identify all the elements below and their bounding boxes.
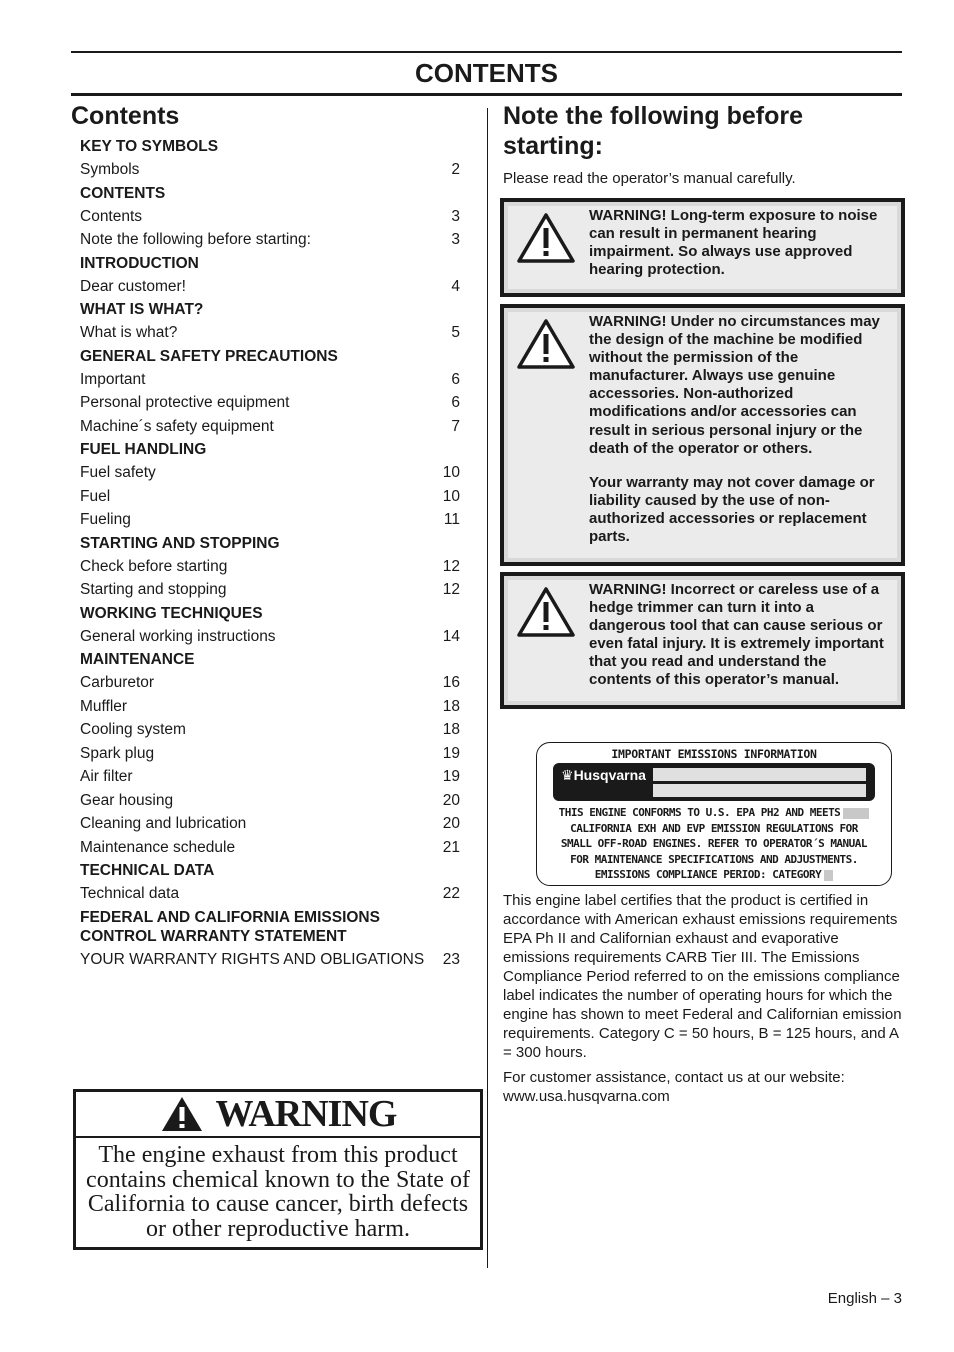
warning-paragraph: Your warranty may not cover damage or liability caused by the use of non-authorized accessories or replacement parts. [589, 473, 875, 546]
toc-entry-label: Check before starting [80, 557, 228, 575]
toc-entry-label: Contents [80, 207, 143, 225]
prop65-warning-header [76, 1092, 480, 1138]
label-line: CALIFORNIA EXH AND EVP EMISSION REGULATIONS FOR [570, 821, 858, 835]
toc-entry-page: 6 [451, 394, 460, 411]
toc-entry-page: 3 [451, 207, 460, 225]
label-blank-field [843, 808, 869, 819]
toc-entry[interactable] [80, 671, 460, 695]
toc-entry-label: Symbols [80, 161, 140, 178]
page-footer: English – 3 [827, 1290, 902, 1307]
toc-entry-label: Carburetor [80, 674, 155, 691]
toc-entry-page: 10 [442, 487, 460, 505]
warning-text-modification [589, 313, 893, 562]
toc-entry-page: 11 [443, 511, 460, 528]
toc-section-heading: STARTING AND STOPPING [80, 534, 280, 552]
toc-entry[interactable] [80, 485, 460, 509]
toc-entry-page: 19 [442, 744, 460, 762]
toc-entry-label: Fueling [80, 511, 131, 528]
website-link[interactable]: www.usa.husqvarna.com [503, 1088, 670, 1105]
toc-entry-page: 20 [442, 815, 460, 832]
note-title: Note the following before starting: [503, 102, 803, 160]
warning-triangle-icon [160, 1095, 204, 1133]
warning-paragraph: WARNING! Long-term exposure to noise can result in permanent hearing impairment. So always use approved hearing protection. [589, 207, 878, 279]
toc-entry-label: Fuel safety [80, 464, 156, 481]
toc-entry[interactable] [80, 718, 460, 742]
toc-entry-page: 2 [451, 161, 460, 178]
label-blank-field [653, 784, 866, 797]
note-intro: Please read the operator’s manual carefully. [503, 170, 796, 187]
toc-entry[interactable] [80, 461, 460, 485]
toc-entry[interactable] [80, 625, 460, 649]
prop65-warning-text: The engine exhaust from this product contains chemical known to the State of California to cause cancer, birth defects or other reproductive harm. [86, 1142, 470, 1242]
toc-entry-page: 10 [442, 464, 460, 481]
toc-entry-page: 18 [442, 721, 460, 738]
top-rule [71, 51, 902, 53]
label-line: SMALL OFF-ROAD ENGINES. REFER TO OPERATOR´S MANUAL [560, 837, 868, 850]
toc-entry-label: Dear customer! [80, 277, 186, 295]
warning-box-noise [500, 198, 905, 297]
customer-assistance [503, 1068, 903, 1106]
warning-text-noise [589, 207, 893, 295]
toc-entry-page: 23 [442, 950, 460, 968]
toc-entry-label: Personal protective equipment [80, 394, 290, 411]
toc-entry-label: Muffler [80, 697, 128, 715]
toc-entry-label: Note the following before starting: [80, 231, 311, 248]
brand-bar [553, 763, 875, 801]
toc-entry-page: 14 [442, 627, 460, 645]
label-blank-field [653, 768, 866, 781]
toc-entry[interactable] [80, 742, 460, 766]
label-blank-field [824, 870, 833, 881]
toc-entry[interactable] [80, 391, 460, 415]
toc-section-heading: MAINTENANCE [80, 651, 195, 668]
toc-entry-page: 4 [451, 277, 460, 295]
toc-entry-label: Air filter [80, 768, 133, 785]
toc-entry[interactable] [80, 368, 460, 392]
toc-entry[interactable] [80, 555, 460, 579]
table-of-contents [80, 135, 460, 971]
toc-entry-page: 12 [442, 557, 460, 575]
toc-section-heading: WHAT IS WHAT? [80, 301, 204, 318]
warning-triangle-icon [516, 586, 576, 638]
toc-entry-label: Starting and stopping [80, 581, 227, 598]
label-line: THIS ENGINE CONFORMS TO U.S. EPA PH2 AND MEETS [537, 805, 891, 821]
toc-entry-label: YOUR WARRANTY RIGHTS AND OBLIGATIONS [80, 950, 425, 968]
toc-entry-page: 7 [451, 417, 460, 435]
warning-triangle-icon [516, 212, 576, 264]
toc-entry[interactable] [80, 415, 460, 439]
toc-entry[interactable] [80, 882, 460, 906]
toc-entry-page: 20 [442, 791, 460, 809]
toc-entry[interactable] [80, 948, 460, 972]
toc-entry-page: 3 [451, 231, 460, 248]
warning-box-modification [500, 304, 905, 566]
toc-entry-page: 18 [442, 697, 460, 715]
toc-entry-page: 22 [442, 885, 460, 902]
emissions-label [536, 742, 892, 886]
toc-section-heading: WORKING TECHNIQUES [80, 604, 263, 622]
toc-entry-label: Cleaning and lubrication [80, 815, 247, 832]
toc-entry[interactable] [80, 578, 460, 602]
toc-section-heading: GENERAL SAFETY PRECAUTIONS [80, 347, 338, 365]
toc-section-heading: TECHNICAL DATA [80, 862, 215, 879]
crown-icon: ♛ [561, 767, 574, 783]
toc-entry-page: 6 [451, 370, 460, 388]
warning-triangle-icon [516, 318, 576, 370]
toc-entry-page: 5 [451, 324, 460, 341]
warning-paragraph: WARNING! Incorrect or careless use of a hedge trimmer can turn it into a dangerous tool that can cause serious or even fatal injury. It is extremely important that you read and understand the contents of this operator’s manual. [589, 581, 884, 689]
toc-section-heading: INTRODUCTION [80, 254, 199, 272]
toc-entry-page: 19 [442, 768, 460, 785]
toc-entry-label: What is what? [80, 324, 178, 341]
toc-entry[interactable] [80, 205, 460, 229]
warning-text-misuse [589, 581, 893, 706]
warning-paragraph: WARNING! Under no circumstances may the design of the machine be modified without the permission of the manufacturer. Always use genuine accessories. Non-authorized modifications and/or accessories can result in serious personal injury or the death of the operator or others. [589, 313, 880, 457]
toc-entry[interactable] [80, 789, 460, 813]
toc-entry[interactable] [80, 765, 460, 789]
toc-entry-page: 12 [442, 581, 460, 598]
toc-entry-label: Machine´s safety equipment [80, 417, 274, 435]
toc-section-heading: CONTENTS [80, 184, 166, 202]
column-divider [487, 108, 488, 1268]
prop65-warning-box [73, 1089, 483, 1250]
toc-entry[interactable] [80, 836, 460, 860]
toc-section-heading: FEDERAL AND CALIFORNIA EMISSIONS CONTROL WARRANTY STATEMENT [80, 908, 380, 945]
toc-entry-label: Gear housing [80, 791, 174, 809]
toc-entry[interactable] [80, 228, 460, 252]
toc-entry[interactable] [80, 695, 460, 719]
header-rule [71, 93, 902, 96]
toc-title: Contents [71, 102, 180, 130]
toc-entry-label: Important [80, 370, 146, 388]
label-line: FOR MAINTENANCE SPECIFICATIONS AND ADJUSTMENTS. [570, 852, 858, 866]
husqvarna-logo [561, 767, 646, 784]
toc-entry[interactable] [80, 812, 460, 836]
toc-entry-label: General working instructions [80, 627, 276, 645]
toc-section-heading: FUEL HANDLING [80, 441, 207, 458]
toc-entry[interactable] [80, 321, 460, 345]
label-line: EMISSIONS COMPLIANCE PERIOD: CATEGORY [537, 867, 891, 883]
toc-entry-label: Fuel [80, 487, 111, 505]
toc-entry[interactable] [80, 508, 460, 532]
toc-entry[interactable] [80, 275, 460, 299]
toc-entry-label: Technical data [80, 885, 180, 902]
toc-entry-label: Cooling system [80, 721, 186, 738]
emissions-explanation: This engine label certifies that the product is certified in accordance with American exhaust emissions requirements EPA Ph II and Californian exhaust and evaporative emissions requirements CARB Tier III. The Emissions Compliance Period referred to on the emissions compliance label indicates the number of operating hours for which the engine has shown to meet Federal and Californian emission requirements. Category C = 50 hours, B = 125 hours, and A = 300 hours. [503, 892, 902, 1061]
toc-entry-page: 21 [442, 838, 460, 856]
toc-entry-label: Spark plug [80, 744, 155, 762]
toc-section-heading: KEY TO SYMBOLS [80, 138, 219, 155]
toc-entry-label: Maintenance schedule [80, 838, 236, 856]
emissions-label-title: IMPORTANT EMISSIONS INFORMATION [611, 747, 817, 761]
toc-entry[interactable] [80, 158, 460, 182]
contact-text: For customer assistance, contact us at our website: [503, 1069, 845, 1086]
toc-entry-page: 16 [442, 674, 460, 691]
prop65-warning-heading: WARNING [215, 1093, 397, 1135]
page-header: CONTENTS [415, 58, 558, 88]
brand-name: Husqvarna [573, 767, 646, 783]
emissions-label-lines [537, 805, 891, 883]
warning-box-misuse [500, 572, 905, 709]
